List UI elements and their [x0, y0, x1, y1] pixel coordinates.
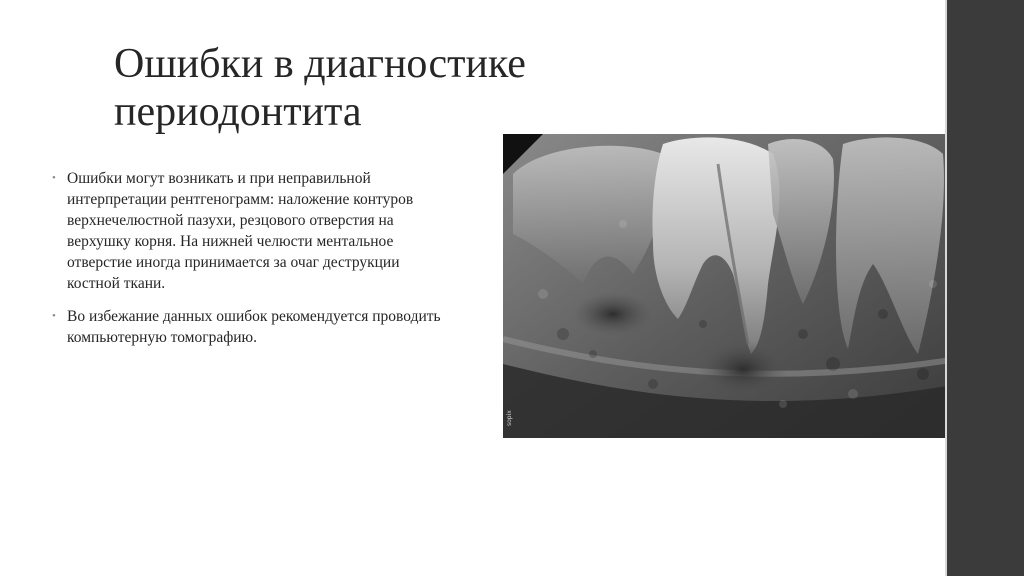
bullet-text: Ошибки могут возникать и при неправильной интерпретации рентгенограмм: наложение контуров верхнечелюстной пазухи, резцового отверстия на верхушку корня. На нижней челюсти ментальное отверстие иногда принимается за очаг деструкции костной ткани. — [67, 170, 414, 292]
dental-xray-image — [503, 134, 958, 438]
slide-title: Ошибки в диагностике периодонтита — [114, 41, 526, 135]
xray-illustration — [503, 134, 958, 438]
bullet-item — [52, 168, 452, 294]
decorative-sidebar — [947, 0, 1024, 576]
bullet-text: Во избежание данных ошибок рекомендуется проводить компьютерную томографию. — [67, 308, 441, 346]
bullet-icon: • — [52, 172, 56, 184]
bullet-list — [52, 168, 452, 360]
xray-watermark: sopix — [506, 410, 513, 426]
bullet-item — [52, 306, 452, 348]
bullet-icon: • — [52, 310, 56, 322]
